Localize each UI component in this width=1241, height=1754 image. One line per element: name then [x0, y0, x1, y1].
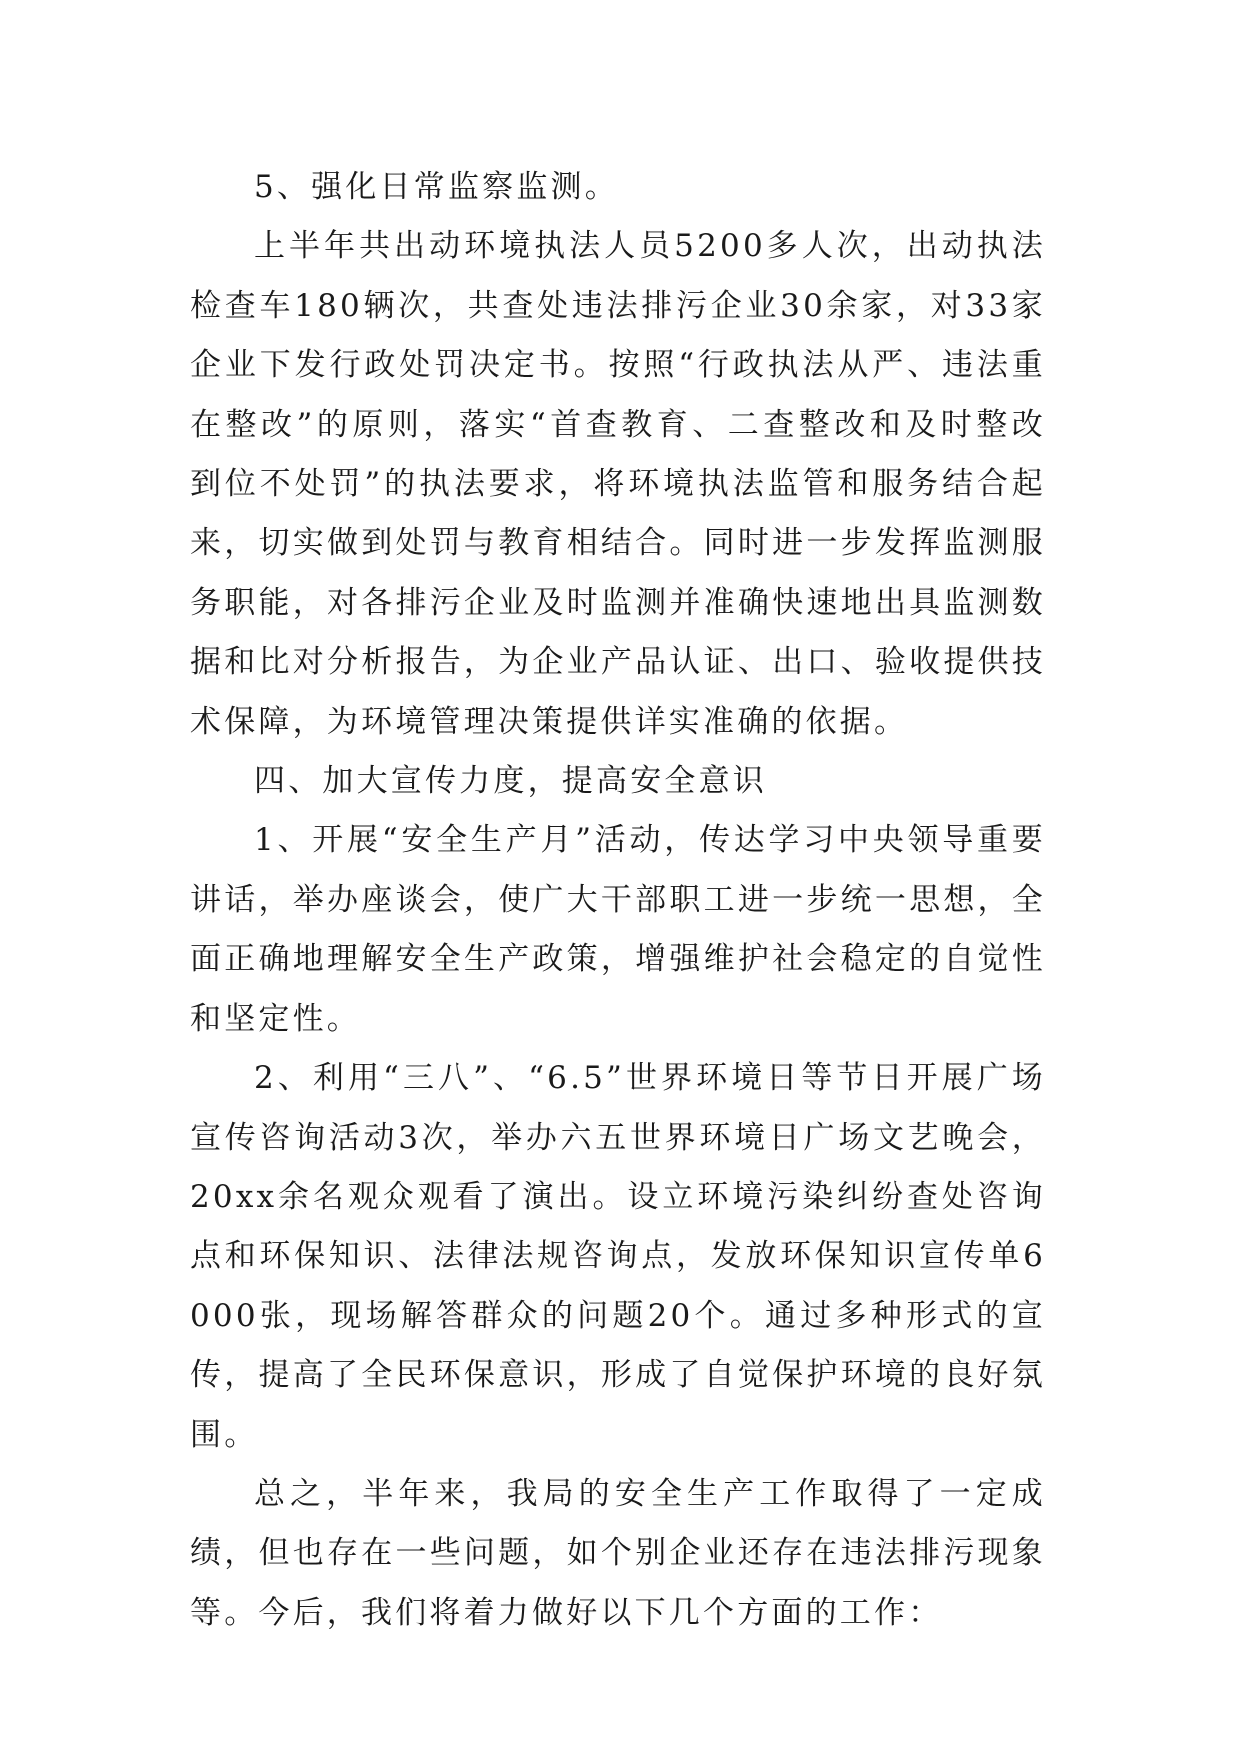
paragraph-section-four-heading: 四、加大宣传力度，提高安全意识 — [254, 763, 767, 800]
paragraph-safety-month: 1、开展“安全生产月”活动，传达学习中央领导重要讲话，举办座谈会，使广大干部职工进一步统一思想，全面正确地理解安全生产政策，增强维护社会稳定的自觉性和坚定性。 — [190, 822, 1046, 1037]
paragraph-monitoring-heading: 5、强化日常监察监测。 — [254, 169, 619, 205]
paragraph-environment-day: 2、利用“三八”、“6.5”世界环境日等节日开展广场宣传咨询活动3次，举办六五世界环境日广场文艺晚会，20xx余名观众观看了演出。设立环境污染纠纷查处咨询点和环保知识、法律法规咨询点，发放环保知识宣传单6000张，现场解答群众的问题20个。通过多种形式的宣传，提高了全民环保意识，形成了自觉保护环境的良好氛围。 — [190, 1060, 1046, 1453]
paragraph-enforcement-details: 上半年共出动环境执法人员5200多人次，出动执法检查车180辆次，共查处违法排污企业30余家，对33家企业下发行政处罚决定书。按照“行政执法从严、违法重在整改”的原则，落实“首查教育、二查整改和及时整改到位不处罚”的执法要求，将环境执法监管和服务结合起来，切实做到处罚与教育相结合。同时进一步发挥监测服务职能，对各排污企业及时监测并准确快速地出具监测数据和比对分析报告，为企业产品认证、出口、验收提供技术保障，为环境管理决策提供详实准确的依据。 — [190, 228, 1046, 740]
paragraph-summary: 总之，半年来，我局的安全生产工作取得了一定成绩，但也存在一些问题，如个别企业还存在违法排污现象等。今后，我们将着力做好以下几个方面的工作： — [190, 1475, 1046, 1631]
document-body — [190, 158, 1046, 1643]
